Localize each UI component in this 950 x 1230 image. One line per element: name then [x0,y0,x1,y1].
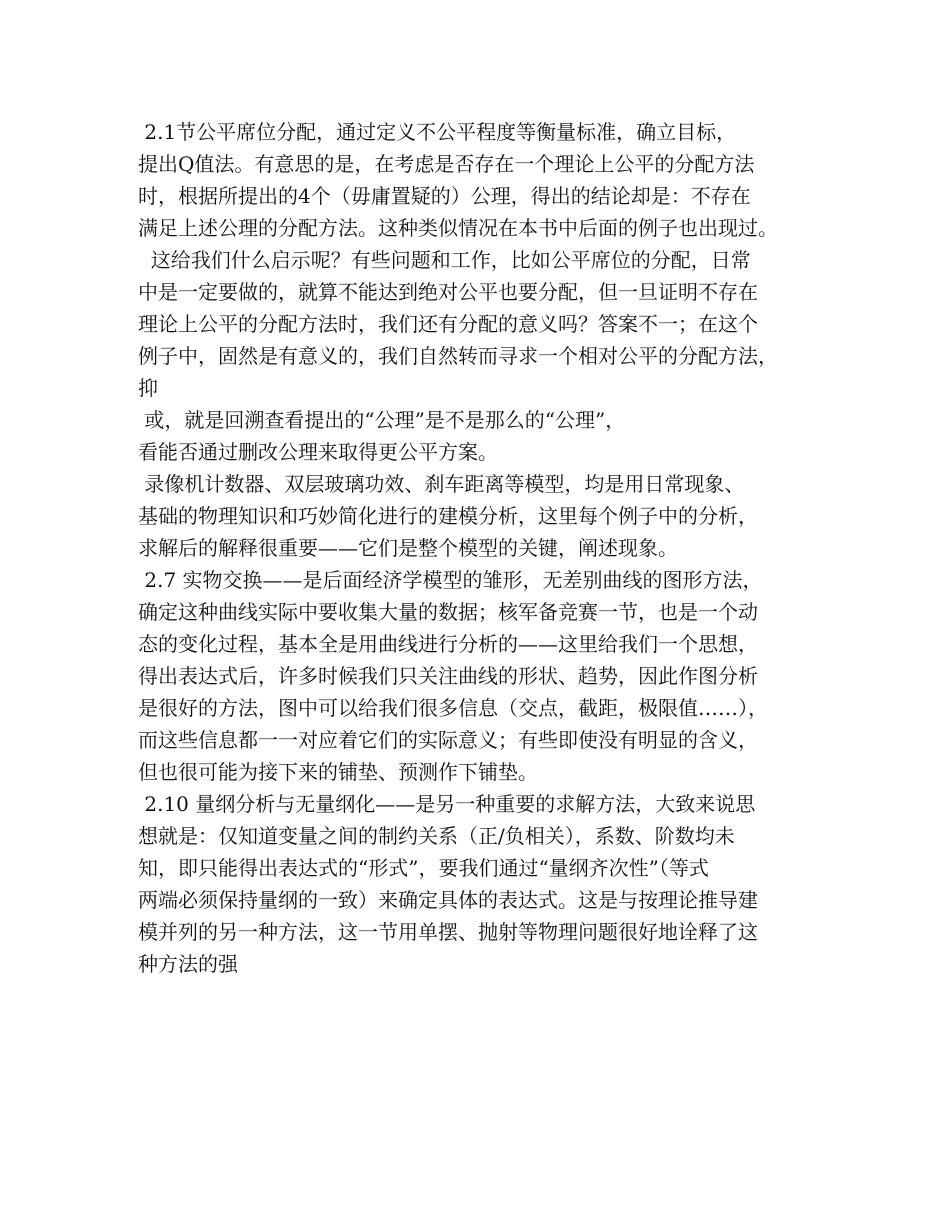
text-line: 或，就是回溯查看提出的“公理”是不是那么的“公理”， [138,408,626,432]
text-line: 中是一定要做的，就算不能达到绝对公平也要分配，但一旦证明不存在 [138,280,758,304]
text-line: 想就是：仅知道变量之间的制约关系（正/负相关），系数、阶数均未 [138,824,735,848]
text-line: 基础的物理知识和巧妙简化进行的建模分析，这里每个例子中的分析， [138,504,758,528]
text-line: 态的变化过程，基本全是用曲线进行分析的——这里给我们一个思想， [138,632,758,656]
text-line: 是很好的方法，图中可以给我们很多信息（交点，截距，极限值……）， [138,696,768,720]
text-line: 而这些信息都一一对应着它们的实际意义；有些即使没有明显的含义， [138,728,758,752]
text-line: 知，即只能得出表达式的“形式”，要我们通过“量纲齐次性”（等式 [138,856,709,880]
text-line: 得出表达式后，许多时候我们只关注曲线的形状、趋势，因此作图分析 [138,664,758,688]
text-line: 模并列的另一种方法，这一节用单摆、抛射等物理问题很好地诠释了这 [138,920,758,944]
text-line: 2.1节公平席位分配，通过定义不公平程度等衡量标准，确立目标， [138,120,737,144]
text-line: 确定这种曲线实际中要收集大量的数据；核军备竞赛一节，也是一个动 [138,600,758,624]
document-body [138,116,828,980]
text-line: 这给我们什么启示呢？有些问题和工作，比如公平席位的分配，日常 [138,248,751,272]
text-line: 2.7 实物交换——是后面经济学模型的雏形，无差别曲线的图形方法， [138,568,763,592]
text-line: 种方法的强 [138,952,238,976]
text-line: 抑 [138,376,158,400]
text-line: 2.10 量纲分析与无量纲化——是另一种重要的求解方法，大致来说思 [138,792,756,816]
text-line: 提出Q值法。有意思的是，在考虑是否存在一个理论上公平的分配方法 [138,152,755,176]
text-line: 两端必须保持量纲的一致）来确定具体的表达式。这是与按理论推导建 [138,888,758,912]
text-line: 理论上公平的分配方法时，我们还有分配的意义吗？答案不一；在这个 [138,312,758,336]
text-line: 例子中，固然是有意义的，我们自然转而寻求一个相对公平的分配方法， [138,344,778,368]
text-line: 但也很可能为接下来的铺垫、预测作下铺垫。 [138,760,538,784]
text-line: 录像机计数器、双层玻璃功效、刹车距离等模型，均是用日常现象、 [138,472,745,496]
text-line: 时，根据所提出的4个（毋庸置疑的）公理，得出的结论却是：不存在 [138,184,751,208]
text-line: 满足上述公理的分配方法。这种类似情况在本书中后面的例子也出现过。 [138,216,778,240]
text-line: 求解后的解释很重要——它们是整个模型的关键，阐述现象。 [138,536,678,560]
text-line: 看能否通过删改公理来取得更公平方案。 [138,440,498,464]
